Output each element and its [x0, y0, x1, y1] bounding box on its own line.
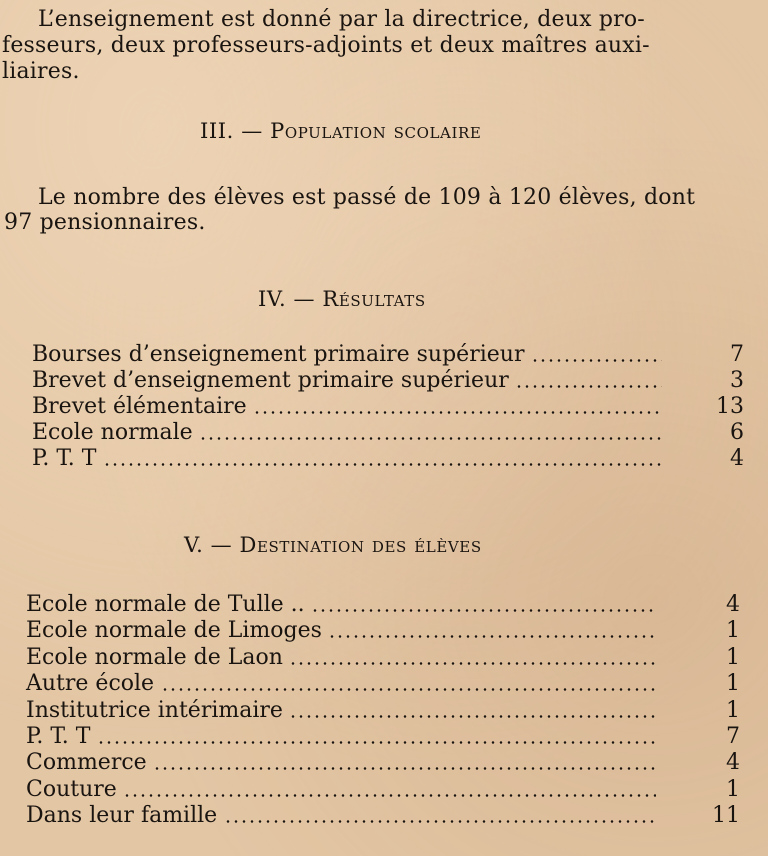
destination-row [26, 645, 740, 671]
destination-label: Ecole normale de Limoges [26, 618, 322, 644]
dot-leader [97, 741, 656, 744]
destination-label: Commerce [26, 750, 147, 776]
resultat-row [32, 420, 744, 446]
destination-value: 1 [726, 618, 740, 644]
destination-label: Autre école [26, 671, 155, 697]
dot-leader [311, 609, 656, 612]
destination-label: Ecole normale de Tulle .. [26, 592, 305, 617]
destination-value: 1 [726, 644, 740, 670]
resultat-value: 3 [730, 368, 744, 393]
section-heading-population: III. — Population scolaire [200, 119, 482, 143]
destination-row [26, 777, 740, 803]
destination-label: Couture [26, 776, 117, 802]
destination-value: 11 [712, 803, 740, 829]
resultat-row [32, 368, 744, 394]
resultat-label: Brevet d’enseignement primaire supérieur [32, 368, 509, 393]
resultat-value: 7 [730, 342, 744, 367]
resultat-label: P. T. T [32, 446, 97, 471]
destination-label: Institutrice intérimaire [26, 697, 283, 723]
dot-leader [103, 463, 662, 466]
destination-row [26, 671, 740, 697]
resultat-label: Brevet élémentaire [32, 394, 247, 419]
destination-label: P. T. T [26, 724, 91, 749]
destination-row [26, 618, 740, 644]
destination-row [26, 592, 740, 618]
section-heading-resultats: IV. — Résultats [258, 287, 426, 311]
destination-value: 1 [726, 776, 740, 802]
population-line-1: Le nombre des élèves est passé de 109 à 120 élèves, dont [38, 185, 696, 210]
destination-value: 1 [726, 697, 740, 723]
population-line-2: 97 pensionnaires. [4, 210, 206, 235]
destination-value: 1 [726, 671, 740, 697]
destination-value: 7 [726, 724, 740, 749]
resultat-value: 13 [716, 394, 744, 419]
dot-leader [328, 635, 656, 638]
intro-line-2: fesseurs, deux professeurs-adjoints et deux maîtres auxi- [2, 33, 650, 58]
destination-value: 4 [726, 592, 740, 617]
dot-leader [289, 715, 656, 718]
destination-label: Ecole normale de Laon [26, 644, 283, 670]
destination-row [26, 803, 740, 829]
destination-value: 4 [726, 750, 740, 776]
resultat-value: 4 [730, 446, 744, 471]
resultat-label: Ecole normale [32, 420, 193, 445]
dot-leader [515, 385, 662, 388]
section-heading-destination: V. — Destination des élèves [184, 533, 482, 557]
destination-row [26, 698, 740, 724]
resultat-row [32, 446, 744, 472]
destination-row [26, 724, 740, 750]
dot-leader [153, 767, 656, 770]
destination-row [26, 750, 740, 776]
resultat-row [32, 342, 744, 368]
dot-leader [199, 437, 662, 440]
intro-line-1: L’enseignement est donné par la directrice, deux pro- [38, 7, 645, 32]
resultat-label: Bourses d’enseignement primaire supérieur [32, 342, 525, 367]
destination-label: Dans leur famille [26, 803, 218, 829]
dot-leader [123, 794, 656, 797]
dot-leader [253, 411, 662, 414]
resultat-row [32, 394, 744, 420]
dot-leader [161, 688, 656, 691]
resultat-value: 6 [730, 420, 744, 445]
intro-line-3: liaires. [2, 59, 80, 84]
dot-leader [224, 820, 656, 823]
dot-leader [289, 662, 656, 665]
dot-leader [531, 359, 662, 362]
